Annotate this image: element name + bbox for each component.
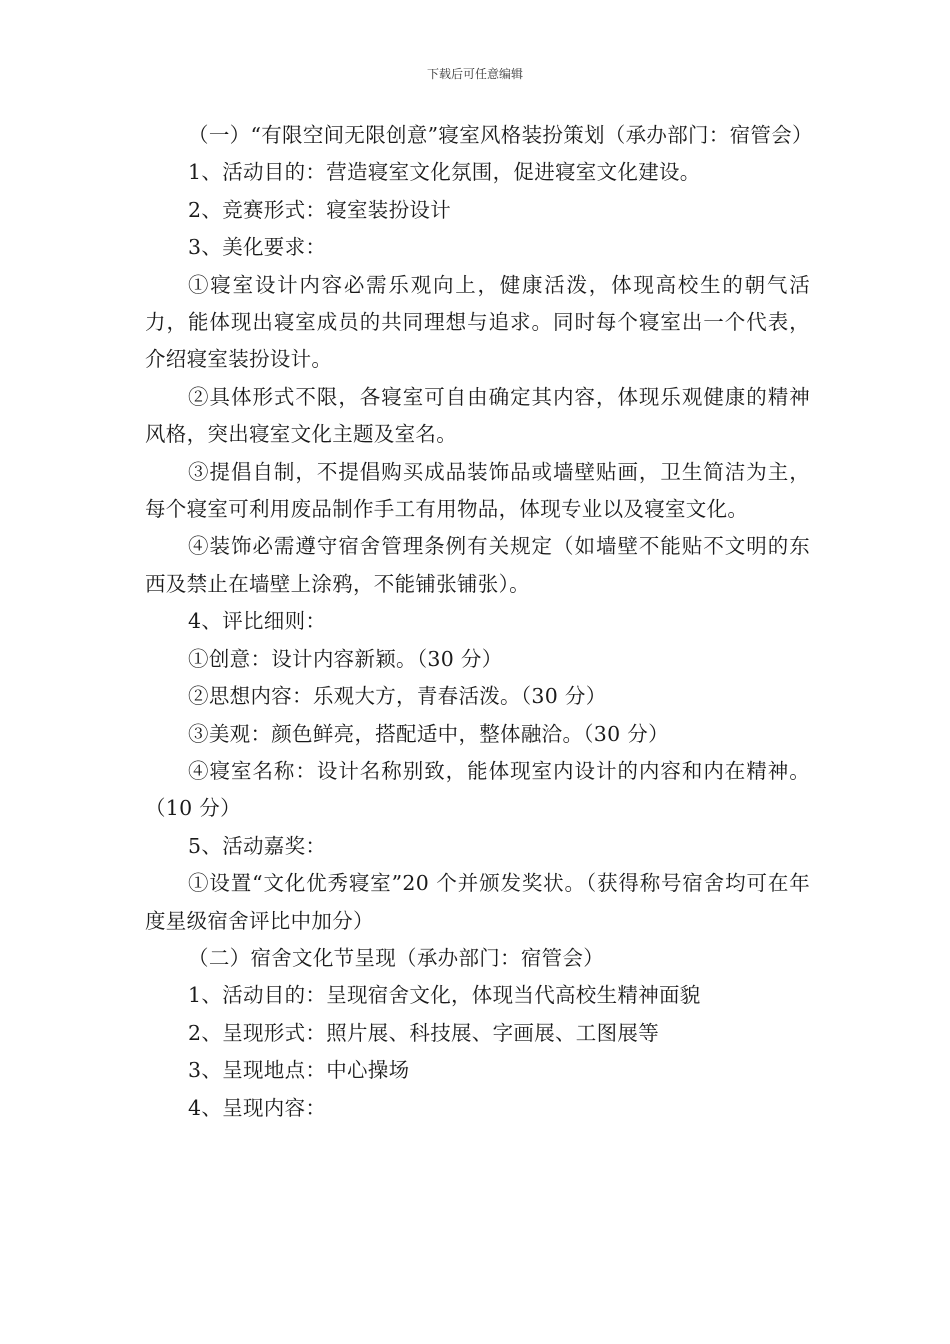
paragraph-activity-purpose: 1、活动目的：营造寝室文化氛围，促进寝室文化建设。 xyxy=(188,160,701,185)
paragraph-exhibition-purpose: 1、活动目的：呈现宿舍文化，体现当代高校生精神面貌 xyxy=(188,983,701,1008)
scoring-item-2: ②思想内容：乐观大方，青春活泼。（30 分） xyxy=(188,684,607,709)
paragraph-scoring-rules: 4、评比细则： xyxy=(188,609,327,634)
paragraph-exhibition-format: 2、呈现形式：照片展、科技展、字画展、工图展等 xyxy=(188,1020,659,1045)
paragraph-beautify-requirements: 3、美化要求： xyxy=(188,235,327,260)
requirement-item-2: ②具体形式不限，各寝室可自由确定其内容，体现乐观健康的精神风格，突出寝室文化主题及室名。 xyxy=(145,384,810,447)
scoring-item-3: ③美观：颜色鲜亮，搭配适中，整体融洽。（30 分） xyxy=(188,721,669,746)
requirement-item-1: ①寝室设计内容必需乐观向上，健康活泼，体现高校生的朝气活力，能体现出寝室成员的共同理想与追求。同时每个寝室出一个代表，介绍寝室装扮设计。 xyxy=(145,272,810,372)
page-header: 下载后可任意编辑 xyxy=(426,67,523,81)
requirement-item-4: ④装饰必需遵守宿舍管理条例有关规定（如墙壁不能贴不文明的东西及禁止在墙壁上涂鸦，不能铺张铺张）。 xyxy=(145,534,810,596)
paragraph-exhibition-location: 3、呈现地点：中心操场 xyxy=(188,1058,410,1083)
document-body xyxy=(145,117,813,1127)
section-heading-1: （一）“有限空间无限创意”寝室风格装扮策划（承办部门：宿管会） xyxy=(188,123,813,147)
award-item-1: ①设置“文化优秀寝室”20 个并颁发奖状。（获得称号宿舍均可在年度星级宿舍评比中加分） xyxy=(145,871,810,933)
paragraph-exhibition-content: 4、呈现内容： xyxy=(188,1095,327,1120)
scoring-item-1: ①创意：设计内容新颖。（30 分） xyxy=(188,646,503,671)
scoring-item-4: ④寝室名称：设计名称别致，能体现室内设计的内容和内在精神。（10 分） xyxy=(145,758,810,821)
section-heading-2: （二）宿舍文化节呈现（承办部门：宿管会） xyxy=(188,945,605,970)
requirement-item-3: ③提倡自制，不提倡购买成品装饰品或墙壁贴画，卫生简洁为主，每个寝室可利用废品制作手工有用物品，体现专业以及寝室文化。 xyxy=(145,459,810,522)
paragraph-competition-format: 2、竞赛形式：寝室装扮设计 xyxy=(188,197,451,222)
paragraph-activity-awards: 5、活动嘉奖： xyxy=(188,833,327,858)
